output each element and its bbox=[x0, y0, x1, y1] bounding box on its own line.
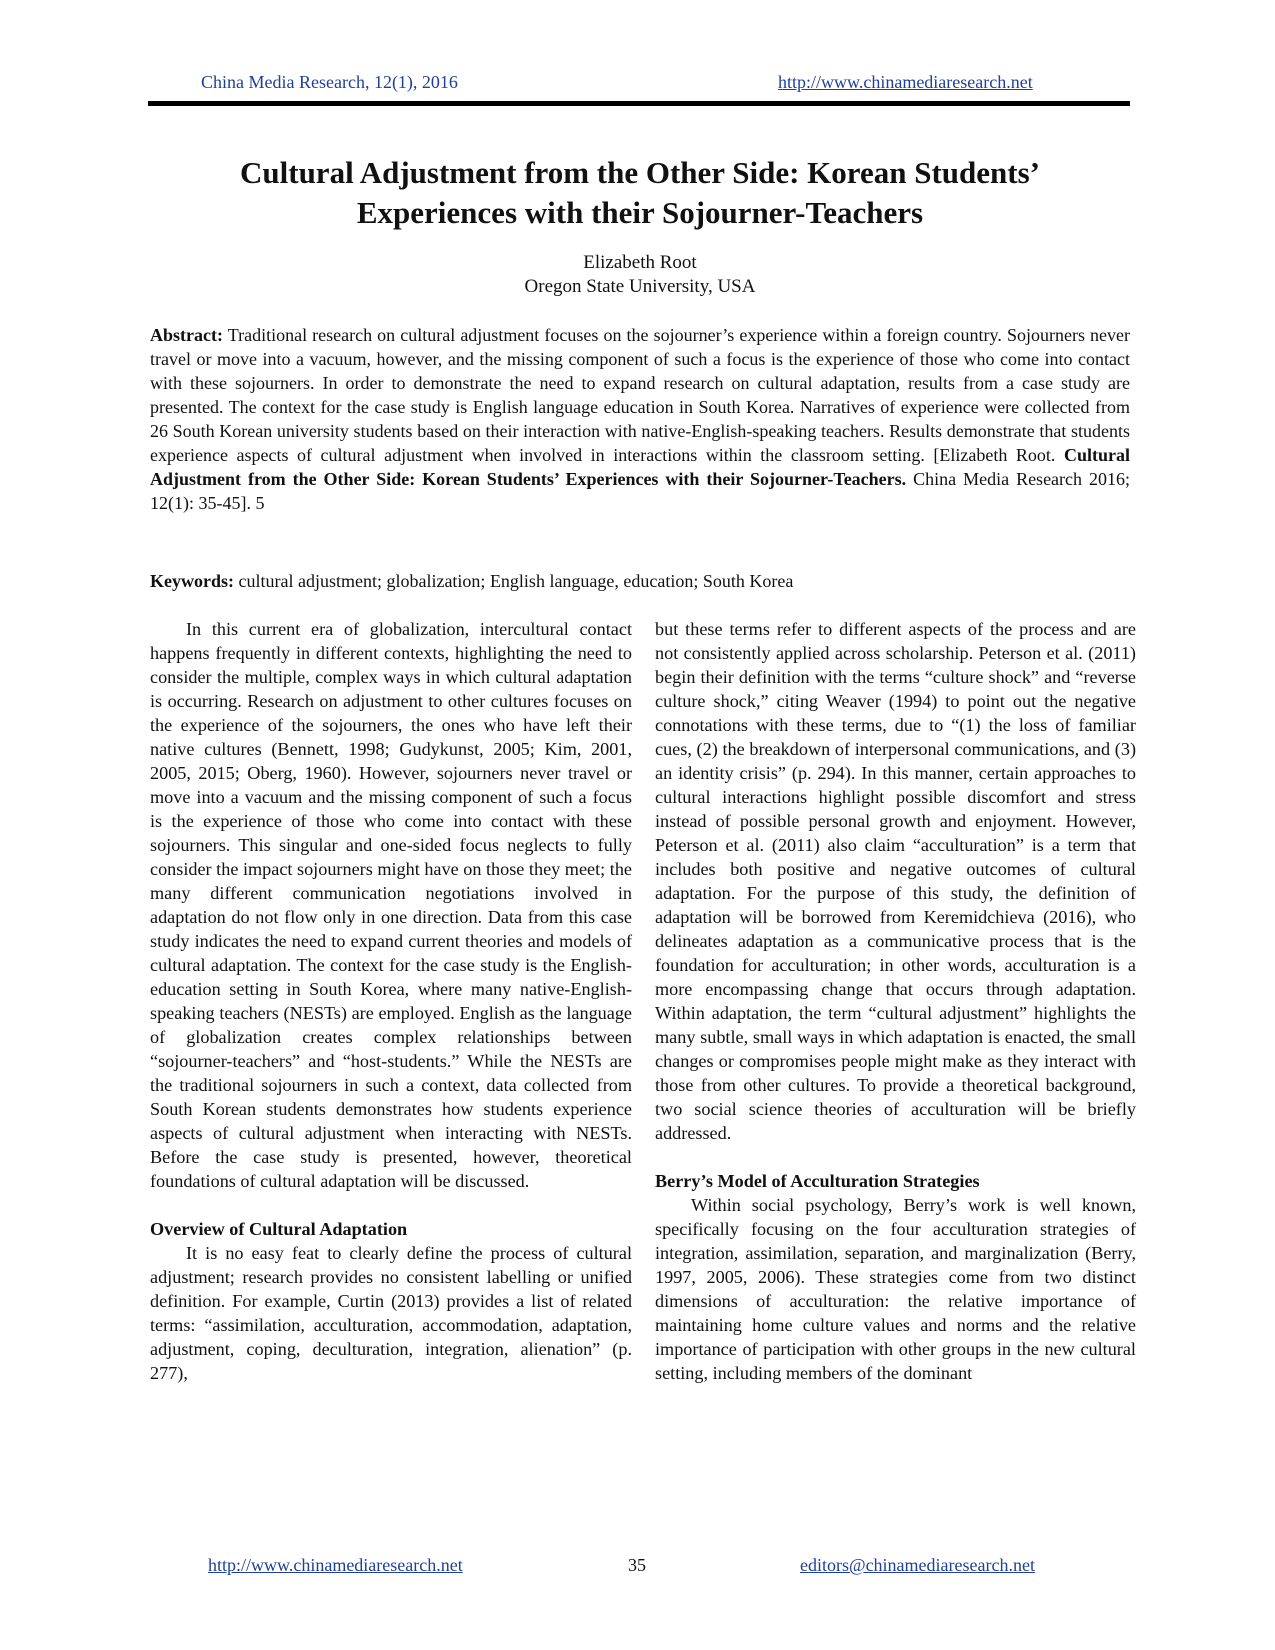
intro-paragraph: In this current era of globalization, intercultural contact happens frequently in different contexts, highlighting the need to consider the multiple, complex ways in which cultural adaptation is occurring. Research on adjustment to other cultures focuses on the experience of the sojourners, the ones who have left their native cultures (Bennett, 1998; Gudykunst, 2005; Kim, 2001, 2005, 2015; Oberg, 1960). However, sojourners never travel or move into a vacuum and the missing component of such a focus is the experience of those who come into contact with these sojourners. This singular and one-sided focus neglects to fully consider the impact sojourners might have on those they meet; the many different communication negotiations involved in adaptation do not flow only in one direction. Data from this case study indicates the need to expand current theories and models of cultural adaptation. The context for the case study is the English-education setting in South Korea, where many native-English-speaking teachers (NESTs) are employed. English as the language of globalization creates complex relationships between “sojourner-teachers” and “host-students.” While the NESTs are the traditional sojourners in such a context, data collected from South Korean students demonstrates how students experience aspects of cultural adjustment when interacting with NESTs. Before the case study is presented, however, theoretical foundations of cultural adaptation will be discussed. bbox=[150, 619, 632, 1191]
author-affiliation: Oregon State University, USA bbox=[524, 276, 756, 297]
berry-paragraph: Within social psychology, Berry’s work is well known, specifically focusing on the four acculturation strategies of integration, assimilation, separation, and marginalization (Berry, 1997, 2005, 2006). These strategies come from two distinct dimensions of acculturation: the relative importance of maintaining home culture values and norms and the relative importance of participation with other groups in the new cultural setting, including members of the dominant bbox=[655, 1195, 1136, 1383]
left-column bbox=[150, 617, 632, 1385]
title-line-2: Experiences with their Sojourner-Teachers bbox=[356, 195, 924, 230]
abstract-citation-tail: China Media Research 2016; 12(1): 35-45]. 5 bbox=[150, 469, 1130, 513]
keywords-text: cultural adjustment; globalization; English language, education; South Korea bbox=[234, 571, 794, 591]
footer-email-link[interactable]: editors@chinamediaresearch.net bbox=[800, 1555, 1035, 1575]
overview-paragraph: It is no easy feat to clearly define the process of cultural adjustment; research provides no consistent labelling or unified definition. For example, Curtin (2013) provides a list of related terms: “assimilation, acculturation, accommodation, adaptation, adjustment, coping, deculturation, integration, alienation” (p. 277), bbox=[150, 1243, 632, 1383]
right-column bbox=[655, 617, 1136, 1385]
abstract bbox=[150, 323, 1130, 515]
section-heading-berry: Berry’s Model of Acculturation Strategies bbox=[655, 1171, 980, 1191]
header-url-link[interactable]: http://www.chinamediaresearch.net bbox=[778, 72, 1033, 92]
header-rule bbox=[148, 101, 1130, 106]
continued-paragraph: but these terms refer to different aspects of the process and are not consistently applied across scholarship. Peterson et al. (2011) begin their definition with the terms “culture shock” and “reverse culture shock,” citing Weaver (1994) to point out the negative connotations with these terms, due to “(1) the loss of familiar cues, (2) the breakdown of interpersonal communications, and (3) an identity crisis” (p. 294). In this manner, certain approaches to cultural interactions highlight possible discomfort and stress instead of possible personal growth and enjoyment. However, Peterson et al. (2011) also claim “acculturation” is a term that includes both positive and negative outcomes of cultural adaptation. For the purpose of this study, the definition of adaptation will be borrowed from Keremidchieva (2016), who delineates adaptation as a communicative process that is the foundation for acculturation; in other words, acculturation is a more encompassing change that occurs through adaptation. Within adaptation, the term “cultural adjustment” highlights the many subtle, small ways in which adaptation is enacted, the small changes or compromises people might make as they interact with those from other cultures. To provide a theoretical background, two social science theories of acculturation will be briefly addressed. bbox=[655, 619, 1136, 1143]
page-number: 35 bbox=[628, 1555, 646, 1575]
footer-url-link[interactable]: http://www.chinamediaresearch.net bbox=[208, 1555, 463, 1575]
abstract-text: Traditional research on cultural adjustment focuses on the sojourner’s experience within a foreign country. Sojourners never travel or move into a vacuum, however, and the missing component of such a focus is the experience of those who come into contact with these sojourners. In order to demonstrate the need to expand research on cultural adaptation, results from a case study are presented. The context for the case study is English language education in South Korea. Narratives of experience were collected from 26 South Korean university students based on their interaction with native-English-speaking teachers. Results demonstrate that students experience aspects of cultural adjustment when involved in interactions within the classroom setting. [Elizabeth Root. bbox=[150, 325, 1130, 465]
journal-header: China Media Research, 12(1), 2016 bbox=[201, 72, 458, 92]
author-name: Elizabeth Root bbox=[583, 252, 697, 273]
title-line-1: Cultural Adjustment from the Other Side: Korean Students’ bbox=[240, 155, 1040, 190]
abstract-citation-title: Cultural Adjustment from the Other Side: Korean Students’ Experiences with their Sojourner-Teachers. bbox=[150, 445, 1130, 489]
paper-title bbox=[150, 153, 1130, 233]
keywords-label: Keywords: bbox=[150, 571, 234, 591]
keywords bbox=[150, 569, 1130, 593]
section-heading-overview: Overview of Cultural Adaptation bbox=[150, 1219, 408, 1239]
abstract-label: Abstract: bbox=[150, 325, 223, 345]
